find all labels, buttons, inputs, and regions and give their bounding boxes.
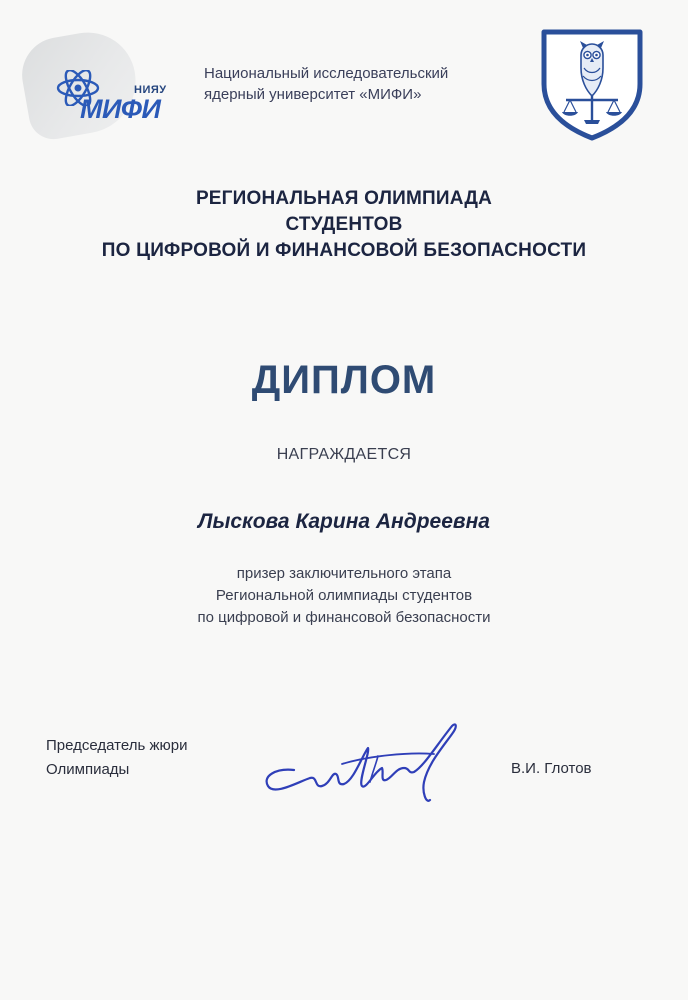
olympiad-title-line1: РЕГИОНАЛЬНАЯ ОЛИМПИАДА (195, 188, 493, 209)
jury-chair-line2: Олимпиады (46, 761, 130, 778)
award-description-line1: призер заключительного этапа (236, 565, 452, 582)
university-name-line1: Национальный исследовательский (204, 65, 449, 82)
logo-big-text: МИФИ (80, 94, 161, 124)
owl-scales-shield-icon (536, 24, 648, 142)
olympiad-title (0, 186, 688, 264)
handwritten-signature (258, 712, 468, 808)
olympiad-title-line2: СТУДЕНТОВ (285, 214, 403, 235)
award-description (0, 563, 688, 629)
diploma-heading: ДИПЛОМ (251, 358, 437, 402)
jury-chair-title (46, 734, 187, 782)
awarded-label: НАГРАЖДАЕТСЯ (276, 446, 412, 463)
university-name-line2: ядерный университет «МИФИ» (204, 86, 422, 103)
award-description-line2: Региональной олимпиады студентов (215, 587, 473, 604)
recipient-name: Лыскова Карина Андреевна (198, 510, 490, 533)
university-name (204, 63, 504, 105)
jury-chair-line1: Председатель жюри (46, 737, 188, 754)
award-description-line3: по цифровой и финансовой безопасности (197, 609, 491, 626)
olympiad-title-line3: ПО ЦИФРОВОЙ И ФИНАНСОВОЙ БЕЗОПАСНОСТИ (101, 240, 587, 261)
logo-small-text: НИЯУ (134, 84, 167, 96)
mephi-logo (22, 28, 182, 138)
signer-name: В.И. Глотов (511, 760, 592, 777)
